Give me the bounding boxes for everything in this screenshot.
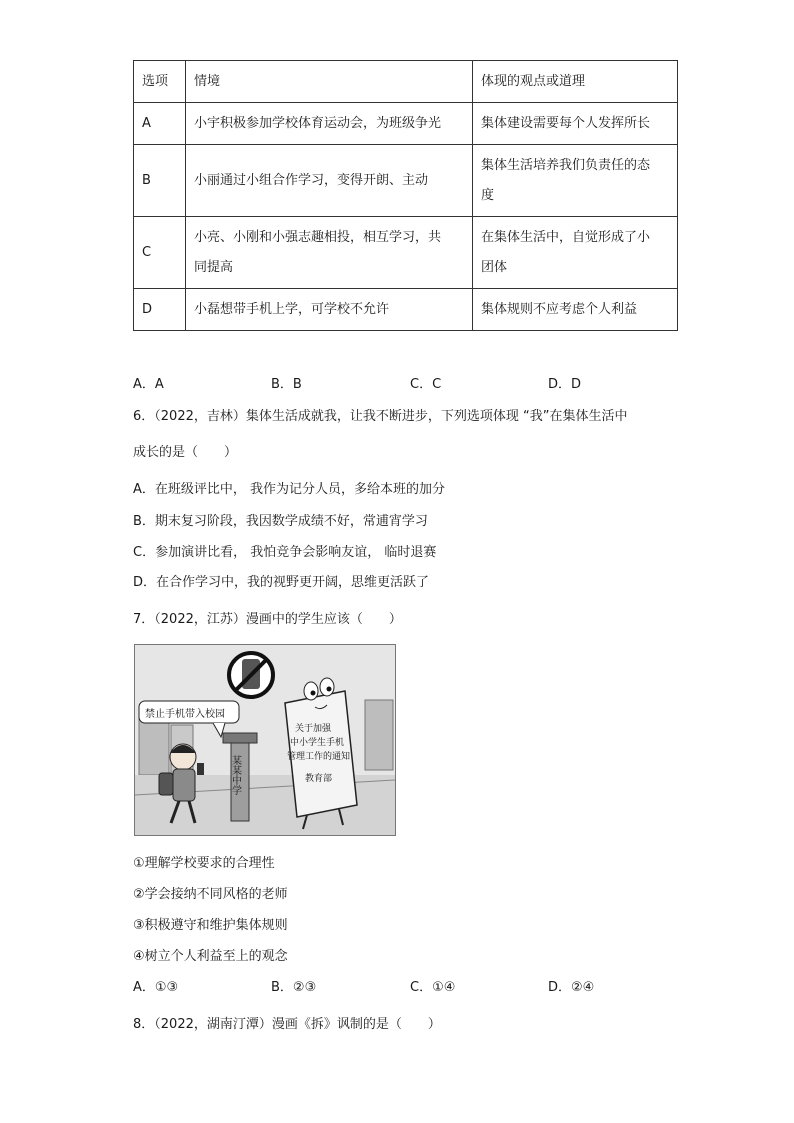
- header-option: 选项: [134, 61, 186, 103]
- row-principle: 集体规则不应考虑个人利益: [473, 289, 678, 331]
- table-header-row: [134, 61, 678, 103]
- bubble-text: 禁止手机带入校园: [145, 709, 225, 720]
- doc-line2: 中小学生手机: [290, 738, 345, 748]
- situation-line: 同提高: [194, 259, 234, 275]
- q7-option-c[interactable]: C．①④: [410, 980, 456, 995]
- doc-sign: 教育部: [305, 774, 333, 784]
- gate-sign: 某某中学: [229, 755, 241, 795]
- doc-line1: 关于加强: [295, 724, 332, 734]
- table-row: [134, 103, 678, 145]
- header-principle: 体现的观点或道理: [473, 61, 678, 103]
- q7-statement-1: ①理解学校要求的合理性: [133, 856, 275, 871]
- q7-cartoon: [134, 644, 396, 836]
- q8-stem: 8．（2022，湖南汀潭）漫画《拆》讽制的是（ ）: [133, 1017, 441, 1032]
- q7-stem: 7．（2022，江苏）漫画中的学生应该（ ）: [133, 612, 402, 627]
- q5-option-c[interactable]: C．C: [410, 377, 442, 392]
- row-option: C: [134, 217, 186, 289]
- gate-sign-text: [230, 754, 242, 795]
- table-row: [134, 217, 678, 289]
- table-row: [134, 145, 678, 217]
- row-situation: [186, 217, 473, 289]
- q7-option-d[interactable]: D．②④: [548, 980, 595, 995]
- row-principle: [473, 217, 678, 289]
- row-situation: 小磊想带手机上学，可学校不允许: [186, 289, 473, 331]
- table-row: [134, 289, 678, 331]
- question-table: [133, 60, 678, 331]
- q6-option-c[interactable]: C．参加演讲比看， 我怕竞争会影响友谊， 临时退赛: [133, 545, 437, 560]
- row-option: B: [134, 145, 186, 217]
- row-option: D: [134, 289, 186, 331]
- row-principle: 集体建设需要每个人发挥所长: [473, 103, 678, 145]
- q6-option-a[interactable]: A．在班级评比中， 我作为记分人员，多给本班的加分: [133, 482, 446, 497]
- row-situation: 小丽通过小组合作学习，变得开朗、主动: [186, 145, 473, 217]
- row-principle: [473, 145, 678, 217]
- doc-line3: 管理工作的通知: [287, 752, 351, 762]
- q5-option-b[interactable]: B．B: [271, 377, 302, 392]
- q7-statement-4: ④树立个人利益至上的观念: [133, 949, 288, 964]
- situation-line: 小亮、小刚和小强志趣相投，相互学习，共: [194, 229, 442, 245]
- q6-stem-line2: 成长的是（ ）: [133, 445, 238, 460]
- q7-option-b[interactable]: B．②③: [271, 980, 317, 995]
- q5-option-d[interactable]: D．D: [548, 377, 582, 392]
- principle-line: 在集体生活中，自觉形成了小: [481, 229, 651, 245]
- principle-line: 团体: [481, 259, 508, 275]
- q5-option-a[interactable]: A．A: [133, 377, 164, 392]
- q7-statement-2: ②学会接纳不同风格的老师: [133, 887, 288, 902]
- q6-option-b[interactable]: B．期末复习阶段，我因数学成绩不好，常逋宵学习: [133, 514, 428, 529]
- row-option: A: [134, 103, 186, 145]
- q6-option-d[interactable]: D．在合作学习中，我的视野更开阔，思维更活跃了: [133, 575, 430, 590]
- q7-option-a[interactable]: A．①③: [133, 980, 179, 995]
- q6-stem-line1: 6．（2022，吉林）集体生活成就我，让我不断进步，下列选项体现 “我”在集体生活中: [133, 409, 628, 424]
- q7-statement-3: ③积极遵守和维护集体规则: [133, 918, 288, 933]
- principle-line: 度: [481, 187, 495, 203]
- cartoon-illustration: [135, 645, 395, 835]
- row-situation: 小宇积极参加学校体育运动会，为班级争光: [186, 103, 473, 145]
- principle-line: 集体生活培养我们负责任的态: [481, 157, 651, 173]
- header-situation: 情境: [186, 61, 473, 103]
